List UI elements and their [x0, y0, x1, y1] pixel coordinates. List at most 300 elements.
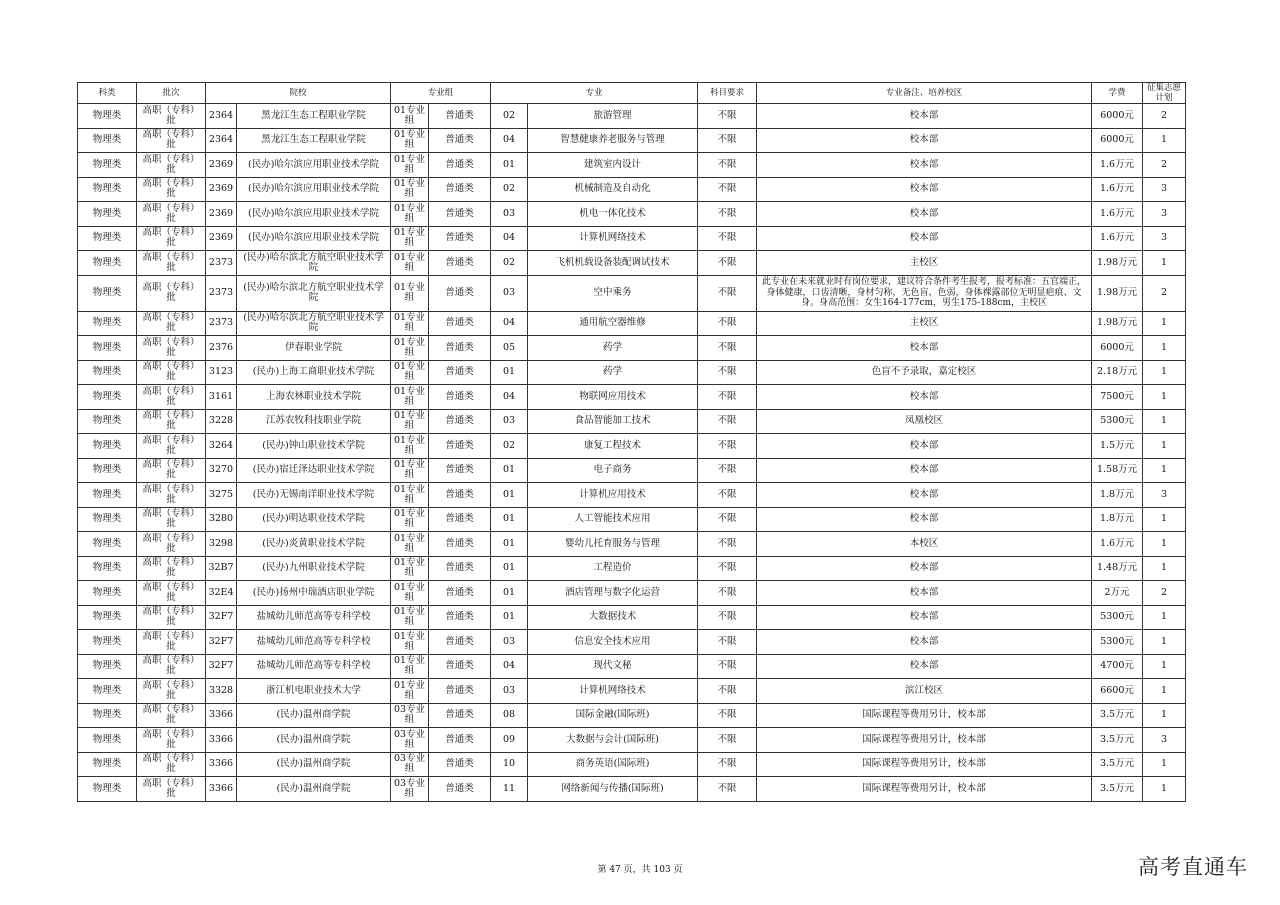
subject-requirement-cell: 不限 [698, 153, 757, 178]
plan-count-cell: 1 [1143, 605, 1186, 630]
tuition-cell: 5300元 [1092, 605, 1143, 630]
group-type-cell: 普通类 [429, 458, 491, 483]
major-code-cell: 11 [491, 777, 528, 802]
school-code-cell: 2373 [206, 275, 237, 311]
table-row [78, 483, 1186, 508]
subject-category-cell: 物理类 [78, 360, 137, 385]
group-code-cell: 01专业组 [391, 251, 429, 276]
school-code-cell: 32F7 [206, 605, 237, 630]
batch-cell: 高职（专科）批 [137, 458, 206, 483]
school-name-cell: 黑龙江生态工程职业学院 [237, 104, 391, 129]
major-notes-cell: 国际课程等费用另计，校本部 [757, 752, 1092, 777]
major-code-cell: 03 [491, 679, 528, 704]
major-notes-cell: 国际课程等费用另计，校本部 [757, 728, 1092, 753]
major-name-cell: 药学 [528, 360, 698, 385]
subject-requirement-cell: 不限 [698, 104, 757, 129]
major-code-cell: 01 [491, 581, 528, 606]
subject-category-cell: 物理类 [78, 752, 137, 777]
tuition-cell: 2.18万元 [1092, 360, 1143, 385]
major-name-cell: 智慧健康养老服务与管理 [528, 128, 698, 153]
group-type-cell: 普通类 [429, 251, 491, 276]
subject-requirement-cell: 不限 [698, 654, 757, 679]
plan-count-cell: 3 [1143, 226, 1186, 251]
subject-category-cell: 物理类 [78, 728, 137, 753]
major-name-cell: 人工智能技术应用 [528, 507, 698, 532]
major-code-cell: 01 [491, 605, 528, 630]
table-row [78, 385, 1186, 410]
school-name-cell: (民办)扬州中瑞酒店职业学院 [237, 581, 391, 606]
major-name-cell: 现代文秘 [528, 654, 698, 679]
group-type-cell: 普通类 [429, 507, 491, 532]
plan-count-cell: 2 [1143, 104, 1186, 129]
major-name-cell: 飞机机载设备装配调试技术 [528, 251, 698, 276]
tuition-cell: 1.8万元 [1092, 483, 1143, 508]
school-code-cell: 3161 [206, 385, 237, 410]
school-name-cell: (民办)九州职业技术学院 [237, 556, 391, 581]
table-row [78, 434, 1186, 459]
tuition-cell: 1.6万元 [1092, 532, 1143, 557]
plan-count-cell: 3 [1143, 177, 1186, 202]
table-row [78, 728, 1186, 753]
header-tuition: 学费 [1092, 83, 1143, 104]
group-type-cell: 普通类 [429, 630, 491, 655]
group-code-cell: 01专业组 [391, 202, 429, 227]
major-code-cell: 02 [491, 104, 528, 129]
major-notes-cell: 校本部 [757, 630, 1092, 655]
major-code-cell: 03 [491, 275, 528, 311]
subject-requirement-cell: 不限 [698, 703, 757, 728]
major-notes-cell: 校本部 [757, 177, 1092, 202]
subject-requirement-cell: 不限 [698, 728, 757, 753]
major-name-cell: 食品智能加工技术 [528, 409, 698, 434]
subject-category-cell: 物理类 [78, 202, 137, 227]
tuition-cell: 1.6万元 [1092, 226, 1143, 251]
school-name-cell: (民办)宿迁泽达职业技术学院 [237, 458, 391, 483]
table-row [78, 679, 1186, 704]
group-type-cell: 普通类 [429, 532, 491, 557]
school-name-cell: (民办)哈尔滨北方航空职业技术学院 [237, 251, 391, 276]
major-code-cell: 01 [491, 532, 528, 557]
batch-cell: 高职（专科）批 [137, 630, 206, 655]
subject-requirement-cell: 不限 [698, 777, 757, 802]
plan-count-cell: 2 [1143, 153, 1186, 178]
group-code-cell: 01专业组 [391, 483, 429, 508]
major-notes-cell: 校本部 [757, 483, 1092, 508]
tuition-cell: 1.58万元 [1092, 458, 1143, 483]
group-code-cell: 03专业组 [391, 752, 429, 777]
group-type-cell: 普通类 [429, 777, 491, 802]
plan-count-cell: 1 [1143, 251, 1186, 276]
major-notes-cell: 校本部 [757, 654, 1092, 679]
major-name-cell: 大数据与会计(国际班) [528, 728, 698, 753]
tuition-cell: 1.6万元 [1092, 153, 1143, 178]
subject-category-cell: 物理类 [78, 581, 137, 606]
major-code-cell: 01 [491, 507, 528, 532]
major-name-cell: 酒店管理与数字化运营 [528, 581, 698, 606]
batch-cell: 高职（专科）批 [137, 202, 206, 227]
tuition-cell: 1.6万元 [1092, 177, 1143, 202]
major-code-cell: 01 [491, 360, 528, 385]
plan-count-cell: 1 [1143, 385, 1186, 410]
school-name-cell: (民办)哈尔滨应用职业技术学院 [237, 177, 391, 202]
tuition-cell: 1.98万元 [1092, 275, 1143, 311]
major-notes-cell: 主校区 [757, 311, 1092, 336]
group-type-cell: 普通类 [429, 153, 491, 178]
subject-requirement-cell: 不限 [698, 311, 757, 336]
plan-count-cell: 1 [1143, 777, 1186, 802]
school-code-cell: 2364 [206, 104, 237, 129]
major-code-cell: 05 [491, 336, 528, 361]
group-type-cell: 普通类 [429, 202, 491, 227]
school-name-cell: 盐城幼儿师范高等专科学校 [237, 605, 391, 630]
tuition-cell: 3.5万元 [1092, 777, 1143, 802]
school-code-cell: 3366 [206, 728, 237, 753]
group-type-cell: 普通类 [429, 409, 491, 434]
table-row [78, 128, 1186, 153]
school-name-cell: 浙江机电职业技术大学 [237, 679, 391, 704]
table-row [78, 532, 1186, 557]
group-code-cell: 01专业组 [391, 153, 429, 178]
table-row [78, 360, 1186, 385]
group-code-cell: 03专业组 [391, 703, 429, 728]
major-name-cell: 计算机网络技术 [528, 679, 698, 704]
subject-category-cell: 物理类 [78, 679, 137, 704]
major-notes-cell: 此专业在未来就业时有岗位要求，建议符合条件考生报考，报考标准：五官端正，身体健康，口齿清晰，身材匀称，无色盲、色弱，身体裸露部位无明显疤痕、文身。身高范围：女生164-177cm，男生175-188cm，主校区 [757, 275, 1092, 311]
group-type-cell: 普通类 [429, 128, 491, 153]
tuition-cell: 5300元 [1092, 630, 1143, 655]
group-code-cell: 01专业组 [391, 679, 429, 704]
school-code-cell: 2376 [206, 336, 237, 361]
batch-cell: 高职（专科）批 [137, 104, 206, 129]
major-name-cell: 信息安全技术应用 [528, 630, 698, 655]
subject-requirement-cell: 不限 [698, 434, 757, 459]
header-major: 专业 [491, 83, 698, 104]
major-name-cell: 工程造价 [528, 556, 698, 581]
table-row [78, 336, 1186, 361]
major-notes-cell: 校本部 [757, 202, 1092, 227]
subject-requirement-cell: 不限 [698, 581, 757, 606]
subject-requirement-cell: 不限 [698, 385, 757, 410]
plan-count-cell: 1 [1143, 434, 1186, 459]
batch-cell: 高职（专科）批 [137, 532, 206, 557]
group-code-cell: 01专业组 [391, 128, 429, 153]
plan-count-cell: 1 [1143, 752, 1186, 777]
major-name-cell: 国际金融(国际班) [528, 703, 698, 728]
major-code-cell: 04 [491, 385, 528, 410]
tuition-cell: 1.5万元 [1092, 434, 1143, 459]
batch-cell: 高职（专科）批 [137, 752, 206, 777]
plan-count-cell: 1 [1143, 703, 1186, 728]
batch-cell: 高职（专科）批 [137, 177, 206, 202]
group-code-cell: 01专业组 [391, 409, 429, 434]
watermark-logo: 高考直通车 [1138, 855, 1248, 879]
table-row [78, 275, 1186, 311]
group-code-cell: 01专业组 [391, 581, 429, 606]
subject-requirement-cell: 不限 [698, 360, 757, 385]
major-name-cell: 婴幼儿托育服务与管理 [528, 532, 698, 557]
group-type-cell: 普通类 [429, 581, 491, 606]
subject-requirement-cell: 不限 [698, 556, 757, 581]
major-notes-cell: 国际课程等费用另计，校本部 [757, 703, 1092, 728]
subject-category-cell: 物理类 [78, 532, 137, 557]
subject-requirement-cell: 不限 [698, 679, 757, 704]
subject-requirement-cell: 不限 [698, 128, 757, 153]
table-row [78, 226, 1186, 251]
group-code-cell: 01专业组 [391, 532, 429, 557]
table-header-row [78, 83, 1186, 104]
tuition-cell: 1.6万元 [1092, 202, 1143, 227]
school-code-cell: 32E4 [206, 581, 237, 606]
group-code-cell: 01专业组 [391, 336, 429, 361]
group-type-cell: 普通类 [429, 728, 491, 753]
major-notes-cell: 校本部 [757, 128, 1092, 153]
school-name-cell: (民办)哈尔滨应用职业技术学院 [237, 153, 391, 178]
subject-category-cell: 物理类 [78, 507, 137, 532]
major-name-cell: 空中乘务 [528, 275, 698, 311]
school-name-cell: (民办)炎黄职业技术学院 [237, 532, 391, 557]
major-code-cell: 01 [491, 458, 528, 483]
major-name-cell: 计算机应用技术 [528, 483, 698, 508]
major-notes-cell: 本校区 [757, 532, 1092, 557]
subject-category-cell: 物理类 [78, 385, 137, 410]
major-notes-cell: 滨江校区 [757, 679, 1092, 704]
major-notes-cell: 校本部 [757, 153, 1092, 178]
major-code-cell: 04 [491, 226, 528, 251]
batch-cell: 高职（专科）批 [137, 507, 206, 532]
plan-count-cell: 1 [1143, 128, 1186, 153]
tuition-cell: 3.5万元 [1092, 752, 1143, 777]
group-code-cell: 01专业组 [391, 360, 429, 385]
group-code-cell: 01专业组 [391, 275, 429, 311]
table-row [78, 202, 1186, 227]
major-notes-cell: 校本部 [757, 605, 1092, 630]
batch-cell: 高职（专科）批 [137, 251, 206, 276]
major-code-cell: 01 [491, 483, 528, 508]
subject-requirement-cell: 不限 [698, 177, 757, 202]
tuition-cell: 7500元 [1092, 385, 1143, 410]
batch-cell: 高职（专科）批 [137, 679, 206, 704]
major-notes-cell: 校本部 [757, 226, 1092, 251]
major-code-cell: 09 [491, 728, 528, 753]
header-batch: 批次 [137, 83, 206, 104]
page-footer: 第 47 页，共 103 页 [597, 865, 683, 875]
major-name-cell: 康复工程技术 [528, 434, 698, 459]
subject-category-cell: 物理类 [78, 654, 137, 679]
plan-count-cell: 3 [1143, 202, 1186, 227]
major-code-cell: 02 [491, 434, 528, 459]
batch-cell: 高职（专科）批 [137, 728, 206, 753]
school-code-cell: 3228 [206, 409, 237, 434]
table-row [78, 251, 1186, 276]
group-code-cell: 01专业组 [391, 507, 429, 532]
subject-requirement-cell: 不限 [698, 532, 757, 557]
school-code-cell: 3280 [206, 507, 237, 532]
tuition-cell: 1.8万元 [1092, 507, 1143, 532]
header-subject-requirement: 科目要求 [698, 83, 757, 104]
major-code-cell: 01 [491, 556, 528, 581]
subject-requirement-cell: 不限 [698, 483, 757, 508]
table-row [78, 605, 1186, 630]
major-name-cell: 机电一体化技术 [528, 202, 698, 227]
table-row [78, 703, 1186, 728]
subject-requirement-cell: 不限 [698, 409, 757, 434]
major-name-cell: 旅游管理 [528, 104, 698, 129]
major-code-cell: 10 [491, 752, 528, 777]
school-name-cell: 上海农林职业技术学院 [237, 385, 391, 410]
school-code-cell: 2369 [206, 226, 237, 251]
plan-count-cell: 1 [1143, 507, 1186, 532]
tuition-cell: 6000元 [1092, 336, 1143, 361]
school-name-cell: (民办)上海工商职业技术学院 [237, 360, 391, 385]
plan-count-cell: 1 [1143, 360, 1186, 385]
major-code-cell: 03 [491, 202, 528, 227]
school-code-cell: 3270 [206, 458, 237, 483]
subject-requirement-cell: 不限 [698, 752, 757, 777]
batch-cell: 高职（专科）批 [137, 581, 206, 606]
group-type-cell: 普通类 [429, 483, 491, 508]
school-code-cell: 2369 [206, 153, 237, 178]
subject-category-cell: 物理类 [78, 226, 137, 251]
batch-cell: 高职（专科）批 [137, 409, 206, 434]
batch-cell: 高职（专科）批 [137, 556, 206, 581]
table-row [78, 777, 1186, 802]
group-type-cell: 普通类 [429, 654, 491, 679]
subject-requirement-cell: 不限 [698, 202, 757, 227]
subject-category-cell: 物理类 [78, 605, 137, 630]
batch-cell: 高职（专科）批 [137, 654, 206, 679]
table-row [78, 153, 1186, 178]
major-name-cell: 网络新闻与传播(国际班) [528, 777, 698, 802]
plan-count-cell: 1 [1143, 630, 1186, 655]
school-code-cell: 32F7 [206, 630, 237, 655]
batch-cell: 高职（专科）批 [137, 311, 206, 336]
major-name-cell: 机械制造及自动化 [528, 177, 698, 202]
school-code-cell: 2369 [206, 177, 237, 202]
group-code-cell: 01专业组 [391, 311, 429, 336]
group-code-cell: 03专业组 [391, 777, 429, 802]
subject-requirement-cell: 不限 [698, 458, 757, 483]
subject-category-cell: 物理类 [78, 777, 137, 802]
header-plan-count: 征集志愿计划 [1143, 83, 1186, 104]
major-code-cell: 02 [491, 251, 528, 276]
batch-cell: 高职（专科）批 [137, 153, 206, 178]
tuition-cell: 6600元 [1092, 679, 1143, 704]
plan-count-cell: 2 [1143, 275, 1186, 311]
table-row [78, 556, 1186, 581]
major-code-cell: 04 [491, 654, 528, 679]
subject-requirement-cell: 不限 [698, 630, 757, 655]
group-type-cell: 普通类 [429, 679, 491, 704]
plan-count-cell: 1 [1143, 458, 1186, 483]
major-notes-cell: 校本部 [757, 507, 1092, 532]
tuition-cell: 1.98万元 [1092, 311, 1143, 336]
plan-count-cell: 1 [1143, 556, 1186, 581]
group-type-cell: 普通类 [429, 703, 491, 728]
group-type-cell: 普通类 [429, 104, 491, 129]
group-type-cell: 普通类 [429, 752, 491, 777]
school-name-cell: 盐城幼儿师范高等专科学校 [237, 630, 391, 655]
major-code-cell: 02 [491, 177, 528, 202]
batch-cell: 高职（专科）批 [137, 703, 206, 728]
group-type-cell: 普通类 [429, 360, 491, 385]
header-major-group: 专业组 [391, 83, 491, 104]
subject-requirement-cell: 不限 [698, 275, 757, 311]
table-row [78, 581, 1186, 606]
school-name-cell: (民办)哈尔滨应用职业技术学院 [237, 202, 391, 227]
group-code-cell: 01专业组 [391, 226, 429, 251]
school-code-cell: 3366 [206, 752, 237, 777]
school-name-cell: (民办)哈尔滨北方航空职业技术学院 [237, 275, 391, 311]
subject-requirement-cell: 不限 [698, 605, 757, 630]
subject-category-cell: 物理类 [78, 311, 137, 336]
table-row [78, 507, 1186, 532]
plan-count-cell: 1 [1143, 336, 1186, 361]
group-code-cell: 01专业组 [391, 385, 429, 410]
group-code-cell: 03专业组 [391, 728, 429, 753]
table-row [78, 630, 1186, 655]
major-name-cell: 计算机网络技术 [528, 226, 698, 251]
school-code-cell: 3298 [206, 532, 237, 557]
plan-count-cell: 3 [1143, 728, 1186, 753]
major-code-cell: 01 [491, 153, 528, 178]
group-code-cell: 01专业组 [391, 434, 429, 459]
header-subject-category: 科类 [78, 83, 137, 104]
major-notes-cell: 校本部 [757, 104, 1092, 129]
school-name-cell: (民办)温州商学院 [237, 703, 391, 728]
group-type-cell: 普通类 [429, 311, 491, 336]
group-type-cell: 普通类 [429, 605, 491, 630]
plan-count-cell: 2 [1143, 581, 1186, 606]
tuition-cell: 5300元 [1092, 409, 1143, 434]
group-code-cell: 01专业组 [391, 630, 429, 655]
school-code-cell: 2369 [206, 202, 237, 227]
group-type-cell: 普通类 [429, 556, 491, 581]
major-notes-cell: 凤凰校区 [757, 409, 1092, 434]
batch-cell: 高职（专科）批 [137, 360, 206, 385]
subject-requirement-cell: 不限 [698, 226, 757, 251]
subject-category-cell: 物理类 [78, 483, 137, 508]
subject-category-cell: 物理类 [78, 434, 137, 459]
subject-category-cell: 物理类 [78, 336, 137, 361]
subject-requirement-cell: 不限 [698, 507, 757, 532]
batch-cell: 高职（专科）批 [137, 226, 206, 251]
tuition-cell: 4700元 [1092, 654, 1143, 679]
admission-plan-table [77, 82, 1186, 802]
plan-count-cell: 3 [1143, 483, 1186, 508]
major-name-cell: 大数据技术 [528, 605, 698, 630]
subject-requirement-cell: 不限 [698, 251, 757, 276]
major-notes-cell: 主校区 [757, 251, 1092, 276]
table-row [78, 311, 1186, 336]
plan-count-cell: 1 [1143, 409, 1186, 434]
school-name-cell: (民办)无锡南洋职业技术学院 [237, 483, 391, 508]
group-type-cell: 普通类 [429, 336, 491, 361]
major-name-cell: 物联网应用技术 [528, 385, 698, 410]
major-name-cell: 电子商务 [528, 458, 698, 483]
plan-count-cell: 1 [1143, 679, 1186, 704]
subject-category-cell: 物理类 [78, 251, 137, 276]
major-code-cell: 04 [491, 128, 528, 153]
school-name-cell: 江苏农牧科技职业学院 [237, 409, 391, 434]
group-type-cell: 普通类 [429, 226, 491, 251]
major-notes-cell: 色盲不予录取，嘉定校区 [757, 360, 1092, 385]
group-type-cell: 普通类 [429, 275, 491, 311]
group-code-cell: 01专业组 [391, 177, 429, 202]
major-name-cell: 建筑室内设计 [528, 153, 698, 178]
major-notes-cell: 校本部 [757, 385, 1092, 410]
tuition-cell: 1.98万元 [1092, 251, 1143, 276]
subject-category-cell: 物理类 [78, 177, 137, 202]
